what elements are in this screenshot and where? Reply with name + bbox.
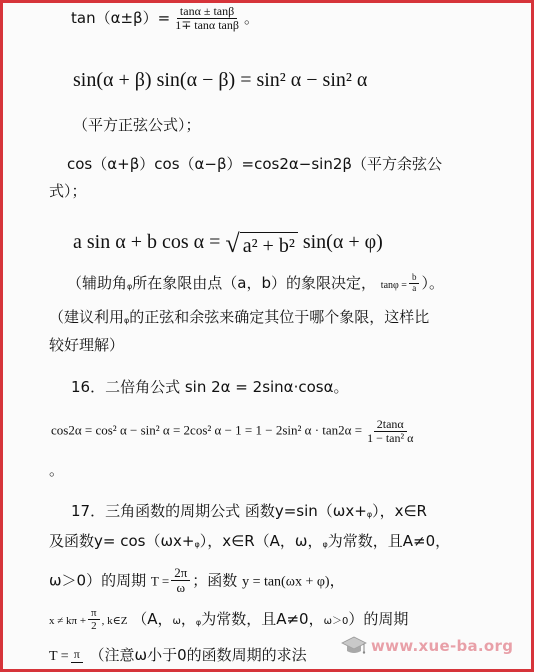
- domain-expr1: x ≠ kπ +: [49, 615, 87, 628]
- fraction-denominator: ω: [176, 580, 185, 596]
- phi-symbol: φ: [194, 540, 200, 549]
- sqrt-expression: [225, 231, 297, 257]
- fraction-numerator: 2tanα: [374, 418, 407, 432]
- formula-auxiliary-angle: [73, 229, 383, 257]
- period-text1: 17．三角函数的周期公式 函数y=sin（ωx+: [71, 502, 367, 520]
- tan-sum-prefix: tan（α±β）=: [71, 9, 171, 28]
- tanphi-label: tanφ =: [380, 280, 407, 291]
- tan-period-fraction: [71, 648, 83, 662]
- watermark: [341, 627, 531, 665]
- phi-symbol: φ: [127, 282, 133, 291]
- line-cos-function: [49, 531, 450, 555]
- sqrt-icon: √: [225, 229, 240, 258]
- line-suggestion-cont: 较好理解）: [49, 336, 125, 354]
- domain-text1: （A，: [132, 610, 173, 629]
- line-aux-note: [67, 273, 444, 297]
- cos-fn-text2: ），x∈R（A，ω，: [199, 532, 323, 550]
- fraction-denominator: 1∓ tanα tanβ: [175, 18, 239, 33]
- period-T-label: T =: [150, 573, 170, 589]
- aux-note-text3: ）。: [421, 274, 444, 292]
- pi-over-2-fraction: [88, 607, 100, 632]
- graduation-cap-icon: [341, 633, 367, 659]
- aux-note-text1: （辅助角: [67, 274, 128, 292]
- fraction-numerator: π: [71, 648, 83, 662]
- omega-positive-small: ω＞0: [323, 616, 349, 628]
- period-cos-text3: ，: [329, 571, 345, 590]
- fraction-denominator: 1 − tan² α: [367, 431, 414, 446]
- aux-left: a sin α + b cos α =: [73, 231, 221, 253]
- aux-note-text2: 所在象限由点（a，b）的象限决定，: [132, 274, 377, 292]
- formula-cos-product: cos（α+β）cos（α−β）=cos2α−sin2β（平方余弦公: [67, 155, 442, 173]
- period-cos-text1: ω＞0）的周期: [49, 571, 147, 590]
- formula-sin-product: sin(α + β) sin(α − β) = sin² α − sin² α: [73, 69, 368, 91]
- domain-text3: 为常数，且A≠0，: [201, 610, 324, 629]
- tan2a-fraction: [364, 418, 416, 445]
- line-tan-sum: [71, 5, 259, 32]
- double-angle-expr: cos2α = cos² α − sin² α = 2cos² α − 1 = 1 − 2sin² α · tan2α =: [51, 422, 363, 438]
- aux-right: sin(α + φ): [302, 231, 383, 253]
- tan-function-expr: y = tan(ωx + φ): [242, 574, 330, 590]
- phi-symbol: φ: [366, 510, 373, 519]
- line-tan-period: [49, 645, 307, 667]
- suggestion-text2: 的正弦和余弦来确定其位于哪个象限，这样比: [129, 308, 430, 326]
- phi-symbol: φ: [124, 316, 130, 325]
- phi-symbol: φ: [195, 618, 202, 628]
- fraction-numerator: π: [88, 607, 100, 620]
- period-2pi-fraction: [171, 566, 190, 596]
- formula-double-angle: [51, 418, 418, 445]
- fraction-numerator: tanα ± tanβ: [177, 5, 237, 19]
- watermark-url: www.xue-ba.org: [371, 637, 514, 655]
- formula-cos-product-cont: 式）；: [49, 182, 87, 200]
- cos-fn-text1: 及函数y= cos（ωx+: [49, 532, 195, 550]
- tan-sum-suffix: 。: [243, 9, 259, 28]
- domain-text2: ，: [180, 610, 196, 629]
- section-17-period: [71, 501, 427, 525]
- tan-period-note: （注意ω小于0的函数周期的求法: [89, 646, 307, 664]
- fraction-denominator: a: [412, 283, 417, 293]
- phi-symbol: φ: [322, 540, 328, 549]
- cos-fn-text3: 为常数，且A≠0，: [327, 532, 451, 550]
- tan-period-T-label: T =: [49, 649, 69, 664]
- domain-expr2: , k∈Z: [101, 615, 128, 628]
- tan-sum-fraction: [172, 5, 242, 32]
- omega-small: ω: [172, 616, 181, 628]
- period-cos-text2: ；函数: [192, 571, 238, 590]
- fraction-numerator: 2π: [171, 566, 190, 581]
- domain-text4: ）的周期: [348, 610, 409, 629]
- line-suggestion: [49, 307, 429, 331]
- section-16-double-angle: 16．二倍角公式 sin 2α = 2sinα·cosα。: [71, 378, 349, 396]
- suggestion-text1: （建议利用: [49, 308, 125, 326]
- fraction-numerator: b: [409, 273, 420, 284]
- period-text2: ），x∈R: [372, 502, 427, 520]
- double-angle-period: 。: [49, 461, 65, 479]
- fraction-denominator: 2: [91, 620, 97, 633]
- tanphi-fraction: [409, 273, 420, 294]
- line-period-cos: [49, 566, 345, 596]
- label-square-sine: （平方正弦公式）；: [73, 116, 201, 134]
- radicand: a² + b²: [240, 232, 298, 257]
